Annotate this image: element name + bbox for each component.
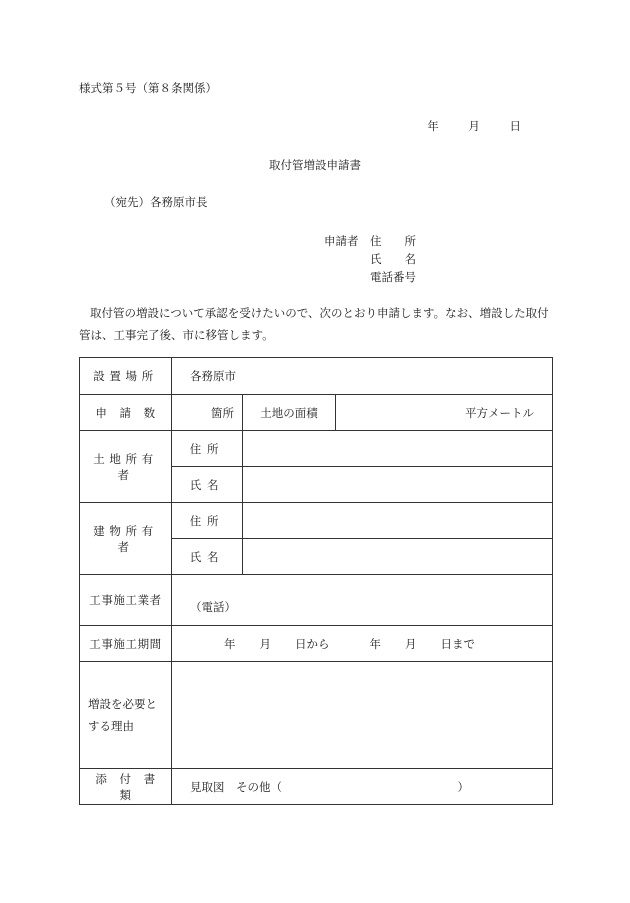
date-year: 年 xyxy=(427,119,439,133)
location-label: 設置場所 xyxy=(80,358,172,395)
table-row-contractor xyxy=(80,575,553,626)
addressee: （宛先）各務原市長 xyxy=(104,195,208,209)
land-owner-label: 土地所有者 xyxy=(80,431,172,503)
period-to-month: 月 xyxy=(405,636,417,651)
date-month: 月 xyxy=(468,119,480,133)
building-owner-address-label: 住所 xyxy=(172,503,243,539)
period-to-year: 年 xyxy=(369,636,381,651)
period-from-month: 月 xyxy=(259,636,271,651)
reason-label: 増設を必要とする理由 xyxy=(80,662,172,769)
application-table xyxy=(79,357,553,805)
attachments-value[interactable] xyxy=(172,769,553,805)
period-to-day: 日まで xyxy=(440,636,475,651)
period-fields xyxy=(180,636,544,652)
reason-value[interactable] xyxy=(172,662,553,769)
table-row-period xyxy=(80,626,553,662)
building-owner-name-value[interactable] xyxy=(243,539,553,575)
body-text: 取付管の増設について承認を受けたいので、次のとおり申請します。なお、増設した取付管は、工事完了後、市に移管します。 xyxy=(79,306,549,342)
period-from-year: 年 xyxy=(224,636,236,651)
date-day: 日 xyxy=(509,119,521,133)
table-row-count xyxy=(80,395,553,431)
land-owner-name-label: 氏名 xyxy=(172,467,243,503)
area-unit: 平方メートル xyxy=(336,395,553,431)
land-owner-address-value[interactable] xyxy=(243,431,553,467)
building-owner-label: 建物所有者 xyxy=(80,503,172,575)
date-line xyxy=(0,118,521,134)
attachments-close: ） xyxy=(457,779,469,794)
count-label: 申 請 数 xyxy=(80,395,172,431)
table-row-land-address xyxy=(80,431,553,467)
building-owner-name-label: 氏名 xyxy=(172,539,243,575)
count-unit: 箇所 xyxy=(172,395,243,431)
location-value: 各務原市 xyxy=(172,358,553,395)
land-owner-name-value[interactable] xyxy=(243,467,553,503)
document-title: 取付管増設申請書 xyxy=(269,158,361,172)
form-number: 様式第５号（第８条関係） xyxy=(79,81,217,95)
applicant-name-label: 氏 名 xyxy=(370,252,416,266)
table-row-reason xyxy=(80,662,553,769)
contractor-label: 工事施工業者 xyxy=(80,575,172,626)
contractor-value[interactable] xyxy=(172,575,553,626)
applicant-block xyxy=(324,232,416,286)
applicant-phone-label: 電話番号 xyxy=(370,270,416,284)
period-from-day: 日から xyxy=(295,636,330,651)
applicant-label: 申請者 xyxy=(324,234,359,248)
table-row-building-address xyxy=(80,503,553,539)
table-row-location xyxy=(80,358,553,395)
period-label: 工事施工期間 xyxy=(80,626,172,662)
contractor-phone: （電話） xyxy=(190,600,236,614)
period-value[interactable] xyxy=(172,626,553,662)
area-label: 土地の面積 xyxy=(243,395,336,431)
building-owner-address-value[interactable] xyxy=(243,503,553,539)
applicant-address-label: 住 所 xyxy=(370,234,416,248)
attachments-label: 添 付 書 類 xyxy=(80,769,172,805)
table-row-attachments xyxy=(80,769,553,805)
land-owner-address-label: 住所 xyxy=(172,431,243,467)
attachments-text: 見取図 その他（ xyxy=(190,779,282,794)
